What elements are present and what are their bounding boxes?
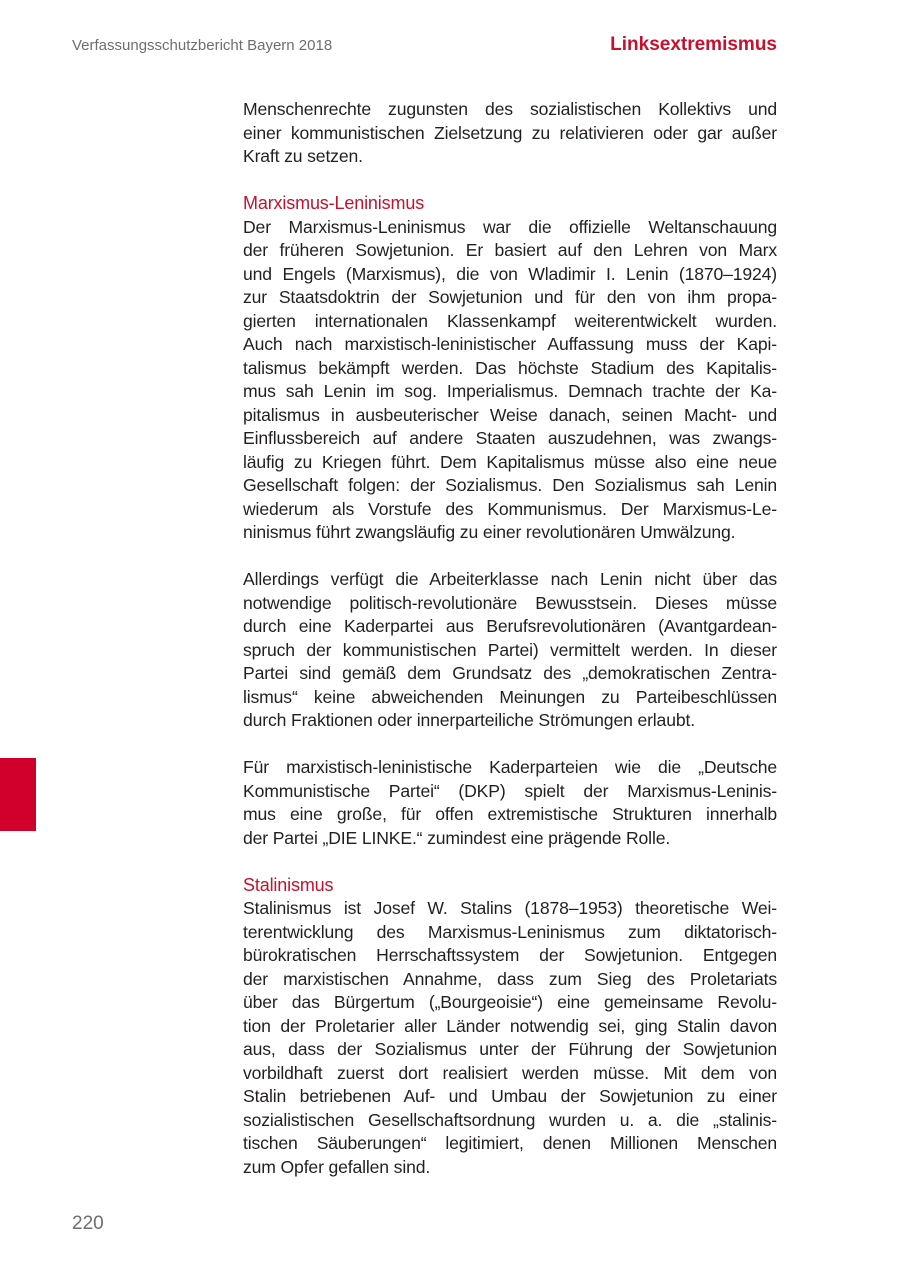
text-line: über das Bürgertum („Bourgeoisie“) eine gemeinsame Revolu- <box>243 992 777 1012</box>
text-line: und Engels (Marxismus), die von Wladimir I. Lenin (1870–1924) <box>243 263 777 284</box>
text-line: Kommunistische Partei“ (DKP) spielt der Marxismus-Leninis- <box>243 780 777 801</box>
text-line: zur Staatsdoktrin der Sowjetunion und für den von ihm propa- <box>243 287 777 307</box>
text-line: Für marxistisch-leninistische Kaderparteien wie die „Deutsche <box>243 757 777 777</box>
text-line: zum Opfer gefallen sind. <box>243 1156 431 1177</box>
text-line: aus, dass der Sozialismus unter der Führung der Sowjetunion <box>243 1039 777 1059</box>
text-line: bürokratischen Herrschaftssystem der Sowjetunion. Entgegen <box>243 945 777 965</box>
heading-text: Marxismus-Leninismus <box>243 193 425 213</box>
paragraph <box>243 756 777 850</box>
text-line: talismus bekämpft werden. Das höchste Stadium des Kapitalis- <box>243 357 777 378</box>
text-line: notwendige politisch-revolutionäre Bewusstsein. Dieses müsse <box>243 592 777 613</box>
text-line: tischen Säuberungen“ legitimiert, denen Millionen Menschen <box>243 1133 777 1153</box>
body-text <box>243 98 777 1203</box>
text-line: einer kommunistischen Zielsetzung zu relativieren oder gar außer <box>243 122 777 143</box>
paragraph <box>243 568 777 733</box>
text-line: terentwicklung des Marxismus-Leninismus zum diktatorisch- <box>243 921 777 942</box>
section-heading <box>243 874 777 898</box>
text-line: vorbildhaft zuerst dort realisiert werden müsse. Mit dem von <box>243 1062 777 1083</box>
text-line: lismus“ keine abweichenden Meinungen zu Parteibeschlüssen <box>243 686 777 707</box>
text-line: Allerdings verfügt die Arbeiterklasse nach Lenin nicht über das <box>243 569 777 589</box>
text-line: Menschenrechte zugunsten des sozialistischen Kollektivs und <box>243 99 777 119</box>
text-line: ninismus führt zwangsläufig zu einer revolutionären Umwälzung. <box>243 522 736 542</box>
text-line: wiederum als Vorstufe des Kommunismus. Der Marxismus-Le- <box>243 498 777 519</box>
text-line: Gesellschaft folgen: der Sozialismus. Den Sozialismus sah Lenin <box>243 475 777 495</box>
chapter-title: Linksextremismus <box>610 34 777 55</box>
text-line: pitalismus in ausbeuterischer Weise danach, seinen Macht- und <box>243 404 777 425</box>
text-line: Partei sind gemäß dem Grundsatz des „demokratischen Zentra- <box>243 663 777 683</box>
heading-text: Stalinismus <box>243 874 334 895</box>
paragraph <box>243 98 777 169</box>
text-line: gierten internationalen Klassenkampf weiterentwickelt wurden. <box>243 310 777 331</box>
text-line: läufig zu Kriegen führt. Dem Kapitalismus müsse also eine neue <box>243 451 777 472</box>
running-header-title: Verfassungsschutzbericht Bayern 2018 <box>72 37 333 54</box>
text-line: spruch der kommunistischen Partei) vermittelt werden. In dieser <box>243 639 777 660</box>
chapter-tab-marker <box>0 758 36 831</box>
paragraph <box>243 216 777 545</box>
text-line: der marxistischen Annahme, dass zum Sieg des Proletariats <box>243 968 777 989</box>
text-line: Kraft zu setzen. <box>243 146 363 166</box>
text-line: Der Marxismus-Leninismus war die offizielle Weltanschauung <box>243 216 777 237</box>
page-number: 220 <box>72 1213 104 1234</box>
text-line: Stalinismus ist Josef W. Stalins (1878–1953) theoretische Wei- <box>243 898 777 918</box>
text-line: sozialistischen Gesellschaftsordnung wurden u. a. die „stalinis- <box>243 1109 777 1130</box>
text-line: tion der Proletarier aller Länder notwendig sei, ging Stalin davon <box>243 1015 777 1036</box>
text-line: der Partei „DIE LINKE.“ zumindest eine prägende Rolle. <box>243 827 671 848</box>
text-line: durch eine Kaderpartei aus Berufsrevolutionären (Avantgardean- <box>243 616 777 636</box>
text-line: mus sah Lenin im sog. Imperialismus. Demnach trachte der Ka- <box>243 381 777 401</box>
text-line: Stalin betriebenen Auf- und Umbau der Sowjetunion zu einer <box>243 1086 777 1106</box>
paragraph <box>243 897 777 1179</box>
text-line: durch Fraktionen oder innerparteiliche Strömungen erlaubt. <box>243 710 695 730</box>
text-line: mus eine große, für offen extremistische Strukturen innerhalb <box>243 804 777 824</box>
text-line: Auch nach marxistisch-leninistischer Auffassung muss der Kapi- <box>243 334 777 354</box>
text-line: Einflussbereich auf andere Staaten auszudehnen, was zwangs- <box>243 428 777 448</box>
section-heading <box>243 192 777 216</box>
text-line: der früheren Sowjetunion. Er basiert auf den Lehren von Marx <box>243 240 777 260</box>
